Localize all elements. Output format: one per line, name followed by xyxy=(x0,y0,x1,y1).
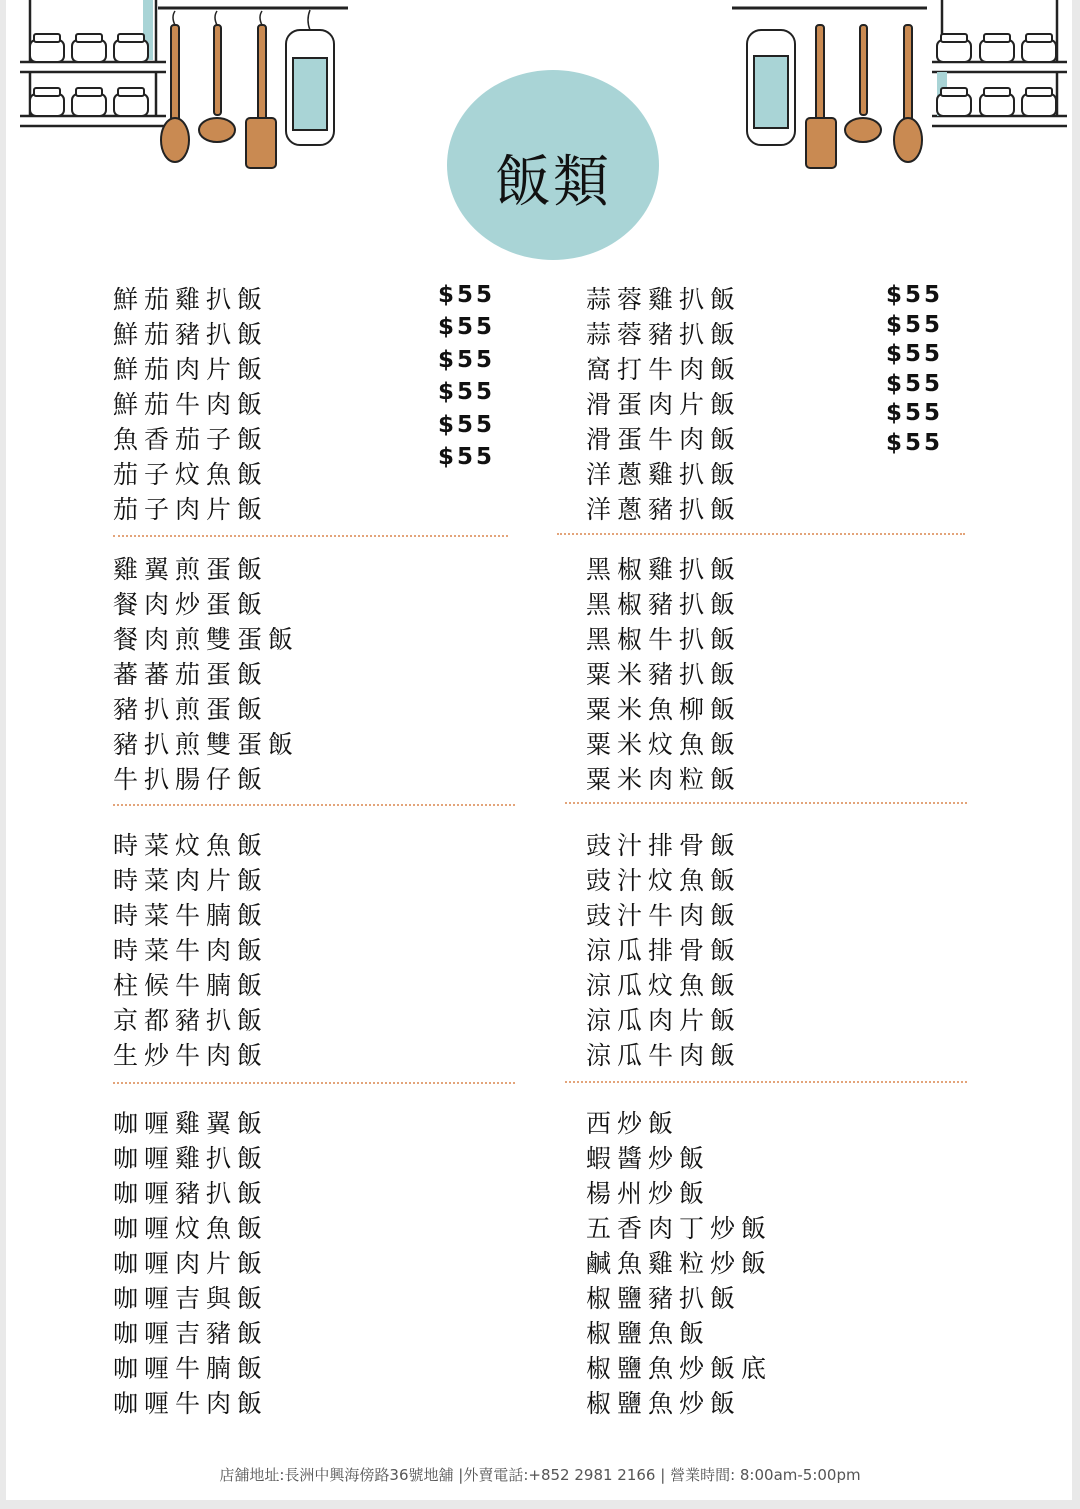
menu-item: 咖喱雞扒飯 xyxy=(113,1144,269,1173)
section-divider xyxy=(113,804,515,806)
menu-item: 粟米魚柳飯 xyxy=(586,695,742,724)
menu-item: 鮮茄豬扒飯 xyxy=(113,320,269,349)
menu-item: 滑蛋肉片飯 xyxy=(586,390,742,419)
menu-item: 鮮茄牛肉飯 xyxy=(113,390,269,419)
menu-item: 咖喱炆魚飯 xyxy=(113,1214,269,1243)
price-label: $55 xyxy=(438,282,496,308)
menu-item: 時菜牛肉飯 xyxy=(113,936,269,965)
price-label: $55 xyxy=(438,346,496,373)
menu-item: 粟米炆魚飯 xyxy=(586,730,742,759)
menu-title: 飯類 xyxy=(495,150,611,215)
menu-item: 咖喱牛腩飯 xyxy=(113,1354,269,1383)
menu-item: 黑椒豬扒飯 xyxy=(586,590,742,619)
price-label: $55 xyxy=(438,411,496,438)
price-label: $55 xyxy=(438,444,496,470)
menu-item: 涼瓜炆魚飯 xyxy=(586,971,742,1000)
menu-item: 魚香茄子飯 xyxy=(113,425,269,454)
menu-item: 鮮茄雞扒飯 xyxy=(113,285,269,314)
price-label: $55 xyxy=(438,379,496,406)
menu-item: 牛扒腸仔飯 xyxy=(113,765,269,794)
menu-item: 涼瓜肉片飯 xyxy=(586,1006,742,1035)
menu-item: 鹹魚雞粒炒飯 xyxy=(586,1249,773,1278)
menu-item: 粟米豬扒飯 xyxy=(586,660,742,689)
menu-item: 西炒飯 xyxy=(586,1109,680,1138)
menu-item: 豉汁排骨飯 xyxy=(586,831,742,860)
menu-item: 京都豬扒飯 xyxy=(113,1006,269,1035)
menu-item: 時菜牛腩飯 xyxy=(113,901,269,930)
menu-item: 洋蔥雞扒飯 xyxy=(586,460,742,489)
menu-item: 咖喱牛肉飯 xyxy=(113,1389,269,1418)
menu-item: 咖喱豬扒飯 xyxy=(113,1179,269,1208)
price-label: $55 xyxy=(886,400,944,427)
menu-item: 餐肉煎雙蛋飯 xyxy=(113,625,300,654)
menu-item: 楊州炒飯 xyxy=(586,1179,711,1208)
price-label: $55 xyxy=(886,430,944,456)
section-divider xyxy=(113,535,508,537)
menu-item: 椒鹽魚飯 xyxy=(586,1319,711,1348)
menu-item: 生炒牛肉飯 xyxy=(113,1041,269,1070)
price-label: $55 xyxy=(886,341,944,368)
menu-item: 茄子肉片飯 xyxy=(113,495,269,524)
menu-item: 咖喱吉豬飯 xyxy=(113,1319,269,1348)
price-label: $55 xyxy=(886,282,944,308)
menu-item: 咖喱雞翼飯 xyxy=(113,1109,269,1138)
section-divider xyxy=(565,802,967,804)
menu-item: 五香肉丁炒飯 xyxy=(586,1214,773,1243)
menu-item: 時菜肉片飯 xyxy=(113,866,269,895)
menu-item: 蝦醬炒飯 xyxy=(586,1144,711,1173)
kitchen-shelf-left-illustration xyxy=(18,0,363,175)
menu-item: 蒜蓉豬扒飯 xyxy=(586,320,742,349)
price-label: $55 xyxy=(886,370,944,397)
menu-item: 蒜蓉雞扒飯 xyxy=(586,285,742,314)
menu-item: 茄子炆魚飯 xyxy=(113,460,269,489)
menu-item: 涼瓜牛肉飯 xyxy=(586,1041,742,1070)
menu-item: 咖喱吉與飯 xyxy=(113,1284,269,1313)
menu-item: 椒鹽魚炒飯底 xyxy=(586,1354,773,1383)
menu-item: 雞翼煎蛋飯 xyxy=(113,555,269,584)
menu-item: 鮮茄肉片飯 xyxy=(113,355,269,384)
shop-info-footer: 店舖地址:長洲中興海傍路36號地舖 |外賣電話:+852 2981 2166 | 營業時間: 8:00am-5:00pm xyxy=(219,1466,861,1484)
menu-item: 豬扒煎雙蛋飯 xyxy=(113,730,300,759)
menu-item: 洋蔥豬扒飯 xyxy=(586,495,742,524)
menu-item: 椒鹽魚炒飯 xyxy=(586,1389,742,1418)
menu-item: 涼瓜排骨飯 xyxy=(586,936,742,965)
price-label: $55 xyxy=(438,314,496,341)
menu-item: 咖喱肉片飯 xyxy=(113,1249,269,1278)
menu-item: 椒鹽豬扒飯 xyxy=(586,1284,742,1313)
menu-item: 黑椒雞扒飯 xyxy=(586,555,742,584)
section-divider xyxy=(113,1082,515,1084)
menu-item: 蕃蕃茄蛋飯 xyxy=(113,660,269,689)
menu-item: 餐肉炒蛋飯 xyxy=(113,590,269,619)
menu-item: 粟米肉粒飯 xyxy=(586,765,742,794)
section-divider xyxy=(557,533,965,535)
menu-item: 豉汁牛肉飯 xyxy=(586,901,742,930)
section-divider xyxy=(565,1081,967,1083)
menu-item: 柱候牛腩飯 xyxy=(113,971,269,1000)
menu-item: 時菜炆魚飯 xyxy=(113,831,269,860)
kitchen-shelf-right-illustration xyxy=(722,0,1072,175)
menu-item: 豬扒煎蛋飯 xyxy=(113,695,269,724)
price-label: $55 xyxy=(886,311,944,338)
menu-item: 窩打牛肉飯 xyxy=(586,355,742,384)
menu-item: 豉汁炆魚飯 xyxy=(586,866,742,895)
menu-item: 黑椒牛扒飯 xyxy=(586,625,742,654)
menu-item: 滑蛋牛肉飯 xyxy=(586,425,742,454)
